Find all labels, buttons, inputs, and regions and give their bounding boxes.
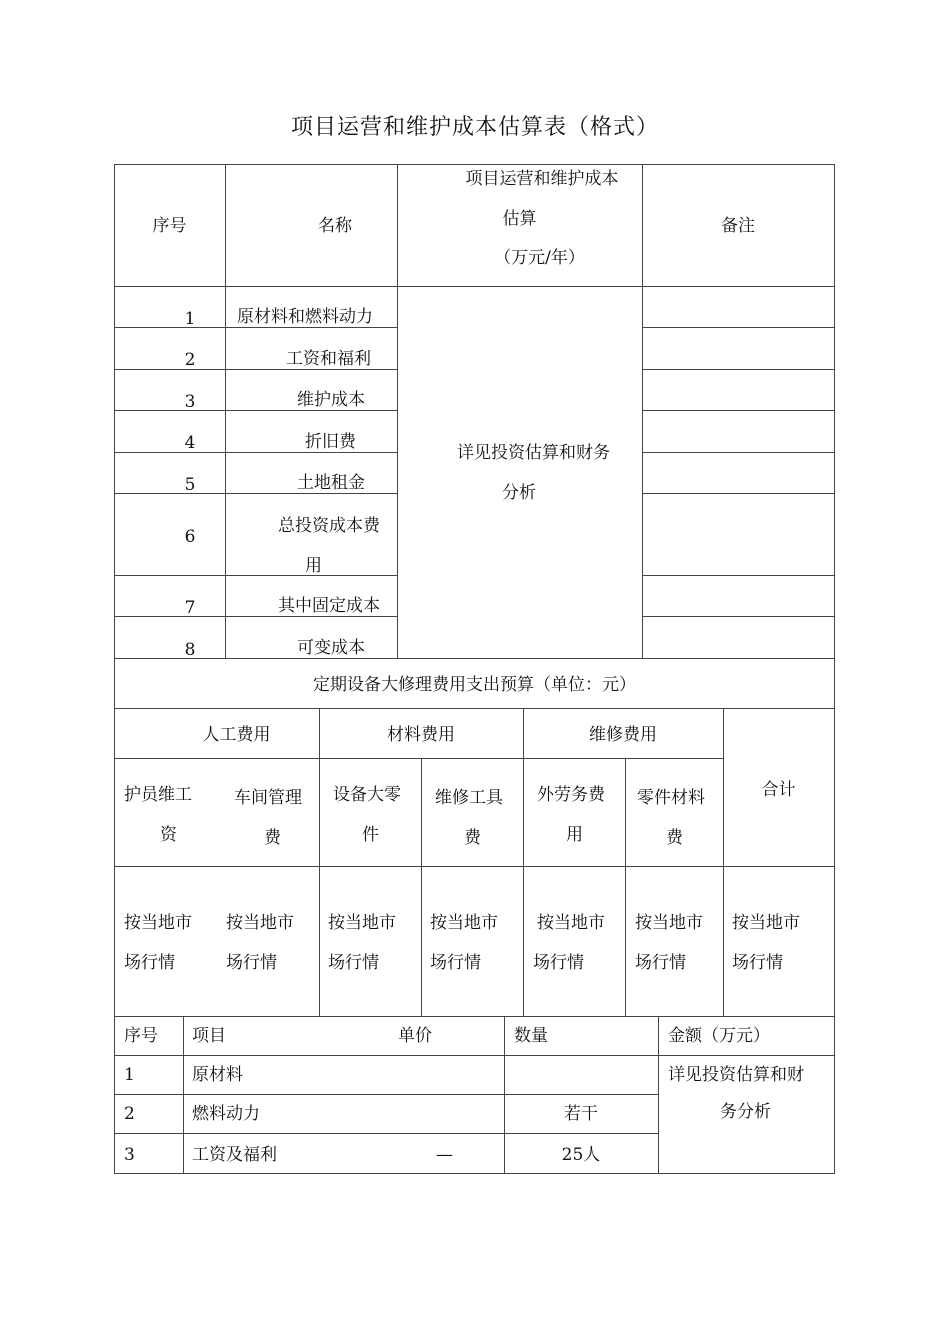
group-repair: 维修费用 (589, 725, 657, 745)
market-price-cell: 按当地市 (328, 913, 396, 933)
row-name: 维护成本 (297, 390, 365, 410)
market-price-cell: 按当地市 (537, 913, 605, 933)
sub-header: 费 (264, 828, 281, 848)
sub-header: 维修工具 (435, 788, 503, 808)
row-seq: 5 (184, 475, 196, 495)
row-name: 其中固定成本 (278, 596, 380, 616)
row-name: 可变成本 (297, 638, 365, 658)
header-estimate-line2: 估算 (502, 209, 537, 229)
header-seq: 序号 (152, 216, 187, 236)
sub-header: 外劳务费 (537, 785, 605, 805)
market-price-cell: 按当地市 (635, 913, 703, 933)
row-seq: 3 (124, 1145, 135, 1165)
sub-header: 设备大零 (333, 785, 401, 805)
header-price: 单价 (398, 1026, 432, 1046)
market-price-cell: 按当地市 (226, 913, 294, 933)
maintenance-title: 定期设备大修理费用支出预算（单位：元） (313, 675, 636, 695)
row-seq: 7 (184, 598, 196, 618)
market-price-cell: 场行情 (732, 953, 783, 973)
market-price-cell: 按当地市 (732, 913, 800, 933)
market-price-cell: 场行情 (430, 953, 481, 973)
row-seq: 4 (184, 433, 196, 453)
group-labor: 人工费用 (202, 725, 271, 745)
row-item: 原材料 (192, 1065, 243, 1085)
amount-note: 详见投资估算和财 (668, 1065, 804, 1085)
market-price-cell: 场行情 (328, 953, 379, 973)
sub-header: 费 (666, 828, 683, 848)
row-seq: 2 (124, 1104, 135, 1124)
market-price-cell: 按当地市 (124, 913, 192, 933)
header-remark: 备注 (721, 216, 755, 236)
market-price-cell: 场行情 (226, 953, 277, 973)
header-qty: 数量 (514, 1026, 548, 1046)
row-item: 燃料动力 (192, 1104, 260, 1124)
group-material: 材料费用 (387, 725, 455, 745)
row-seq: 3 (184, 392, 196, 412)
row-name: 总投资成本费 (278, 516, 380, 536)
amount-note: 务分析 (720, 1102, 771, 1122)
market-price-cell: 按当地市 (430, 913, 498, 933)
sub-header: 资 (160, 825, 177, 845)
sub-header: 护员维工 (124, 785, 192, 805)
row-qty: 若干 (564, 1104, 598, 1124)
merged-note: 详见投资估算和财务 (457, 443, 610, 463)
market-price-cell: 场行情 (124, 953, 175, 973)
header-name: 名称 (318, 216, 352, 236)
group-total: 合计 (761, 780, 796, 800)
row-name: 原材料和燃料动力 (237, 307, 373, 327)
row-seq: 6 (184, 527, 196, 547)
row-item: 工资及福利 (192, 1145, 277, 1165)
header-item: 项目 (192, 1026, 226, 1046)
row-name: 土地租金 (297, 473, 365, 493)
market-price-cell: 场行情 (533, 953, 584, 973)
sub-header: 零件材料 (637, 788, 705, 808)
sub-header: 件 (362, 825, 379, 845)
market-price-cell: 场行情 (635, 953, 686, 973)
row-name: 工资和福利 (286, 349, 371, 369)
row-name: 用 (305, 556, 322, 576)
row-qty: 25人 (561, 1145, 601, 1165)
row-seq: 1 (124, 1065, 135, 1085)
header-estimate-line1: 项目运营和维护成本 (465, 169, 619, 189)
row-name: 折旧费 (305, 432, 356, 452)
document-title: 项目运营和维护成本估算表（格式） (290, 115, 659, 140)
header-amount: 金额（万元） (668, 1026, 770, 1046)
row-seq: 1 (184, 309, 196, 329)
merged-note: 分析 (502, 483, 536, 503)
sub-header: 用 (566, 825, 583, 845)
sub-header: 车间管理 (234, 788, 302, 808)
row-seq: 8 (184, 640, 196, 660)
sub-header: 费 (464, 828, 481, 848)
header-seq: 序号 (124, 1026, 158, 1046)
header-estimate-line3: （万元/年） (494, 248, 585, 268)
row-price: — (436, 1145, 453, 1165)
row-seq: 2 (184, 350, 196, 370)
